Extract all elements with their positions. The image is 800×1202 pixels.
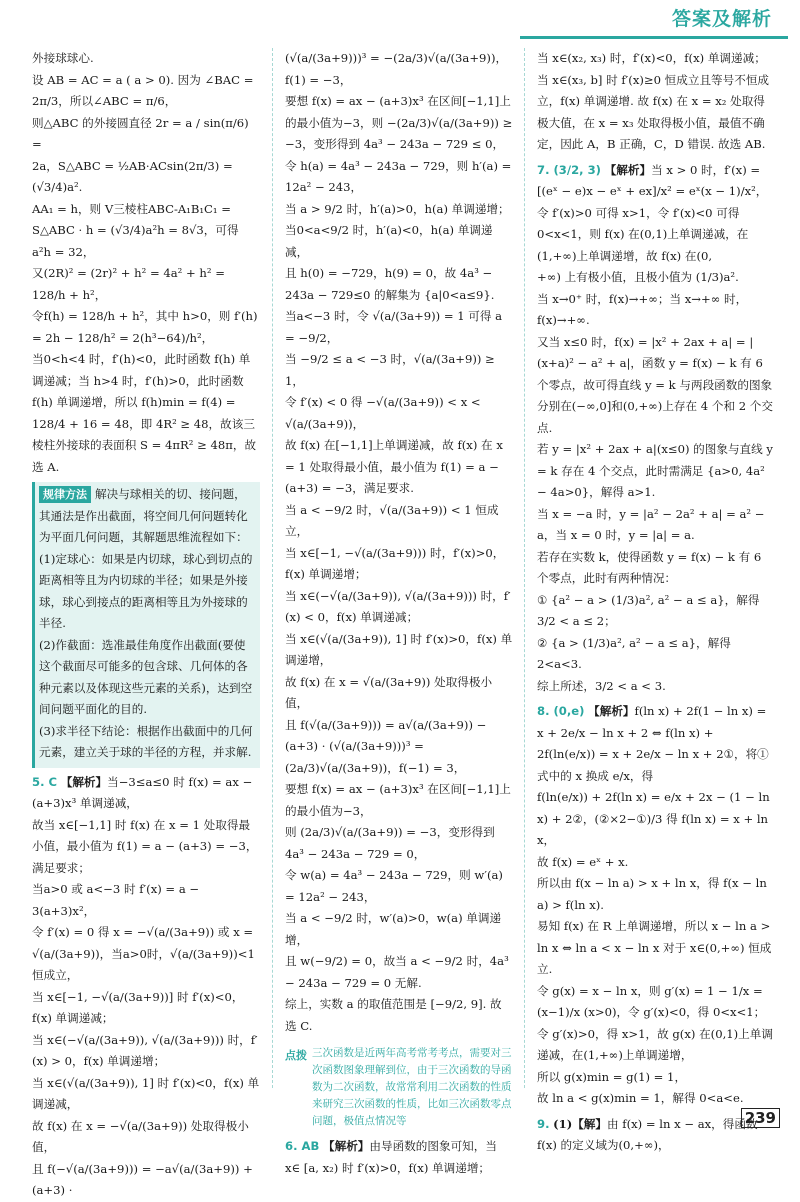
text-line: +∞) 上有极小值，且极小值为 (1/3)a². <box>537 270 739 284</box>
column-1 <box>32 48 260 1202</box>
text-line: 当 x∈(x₂, x₃) 时，f′(x)<0，f(x) 单调递减； <box>537 51 766 65</box>
text-line: (√(a/(3a+9)))³ = −(2a/3)√(a/(3a+9))，f(1) = −3， <box>285 51 508 87</box>
method-title: 规律方法 <box>39 486 91 503</box>
question-number: 6. AB <box>285 1139 320 1153</box>
text-line: 由 f(x) = ln x − ax，得函数 f(x) 的定义域为(0,+∞)， <box>537 1116 758 1152</box>
text-line: 故 f(x) 在 x = √(a/(3a+9)) 处取得极小值， <box>285 674 493 710</box>
text-line: f(ln x) + 2f(1 − ln x) = x + 2e/x − ln x + 2 ⇔ f(ln x) + 2f(ln(e/x)) = x + 2e/x − ln x + 2①，将①式中的 x 换成 e/x，得 <box>537 704 769 783</box>
text-line: 令 g(x) = x − ln x，则 g′(x) = 1 − 1/x = (x−1)/x (x>0)，令 g′(x)<0，得 0<x<1； <box>537 983 766 1019</box>
text-line: 若 y = |x² + 2ax + a|(x≤0) 的图象与直线 y = k 存在 4 个交点，此时需满足 {a>0, 4a² − 4a>0}，解得 a>1. <box>537 442 773 499</box>
page-number: 239 <box>741 1108 780 1128</box>
text-line: 令 f′(x) = 0 得 x = −√(a/(3a+9)) 或 x = √(a/(3a+9))，当a>0时，√(a/(3a+9))<1 恒成立， <box>32 925 255 982</box>
method-text: 解决与球相关的切、接问题，其通法是作出截面，将空间几何问题转化为平面几何问题，其解题思维流程如下： <box>39 487 248 544</box>
solution-tag: (1)【解】 <box>553 1116 607 1131</box>
text-line: 所以 g(x)min = g(1) = 1， <box>537 1069 687 1084</box>
text-line: 当 x > 0 时，f′(x) = [(eˣ − e)x − eˣ + ex]/x² = eˣ(x − 1)/x²， <box>537 162 768 198</box>
text-line: 要想 f(x) = ax − (a+3)x³ 在区间[−1,1]上的最小值为−3，则 −(2a/3)√(a/(3a+9)) ≥ −3，变形得到 4a³ − 243a − 729 ≤ 0，令 h(a) = 4a³ − 243a − 729，则 h′(a) = 12a² − 243， <box>285 94 513 194</box>
text-line: 要想 f(x) = ax − (a+3)x³ 在区间[−1,1]上的最小值为−3， <box>285 782 511 818</box>
text-line: 若存在实数 k，使得函数 y = f(x) − k 有 6 个零点，此时有两种情况： <box>537 549 762 585</box>
text-line: 当 a < −9/2 时，w′(a)>0，w(a) 单调递增， <box>285 911 502 947</box>
page-header <box>0 0 800 40</box>
text-line: 当 a < −9/2 时，√(a/(3a+9)) < 1 恒成立， <box>285 502 499 538</box>
analysis-tag: 【解析】 <box>604 162 652 177</box>
text-line: 令 f′(x)>0 可得 x>1，令 f′(x)<0 可得 0<x<1，则 f(x) 在(0,1)上单调递减，在(1,+∞)上单调递增，故 f(x) 在(0, <box>537 205 749 263</box>
text-line: 所以由 f(x − ln a) > x + ln x，得 f(x − ln a) > f(ln x). <box>537 876 767 912</box>
text-line: 当0<a<9/2 时，h′(a)<0，h(a) 单调递减， <box>285 223 493 259</box>
method-text: (3)求半径下结论：根据作出截面中的几何元素，建立关于球的半径的方程，并求解. <box>39 723 253 759</box>
tip-note <box>285 1045 513 1130</box>
text-line: 由导函数的图象可知，当 x∈ [a, x₂) 时 f′(x)>0，f(x) 单调递增； <box>285 1139 497 1175</box>
text-line: 当 x = −a 时，y = |a² − 2a² + a| = a² − a，当 x = 0 时，y = |a| = a. <box>537 506 765 542</box>
text-line: 综上所述，3/2 < a < 3. <box>537 678 666 693</box>
text-line: 2a，S△ABC = ½AB·ACsin(2π/3) = (√3/4)a². <box>32 158 233 194</box>
text-line: 令 g′(x)>0，得 x>1，故 g(x) 在(0,1)上单调递减，在(1,+∞)上单调递增， <box>537 1026 773 1062</box>
tip-tag: 点拨 <box>285 1049 307 1062</box>
text-line: 则 (2a/3)√(a/(3a+9)) = −3，变形得到 4a³ − 243a − 729 = 0， <box>285 825 495 861</box>
text-line: 又(2R)² = (2r)² + h² = 4a² + h² = 128/h + h²， <box>32 266 225 302</box>
analysis-tag: 【解析】 <box>60 774 108 789</box>
tip-text: 三次函数是近两年高考常考考点，需要对三次函数图象理解到位，由于三次函数的导函数为二次函数，故常常利用二次函数的性质来研究三次函数的性质，比如三次函数零点问题，极值点情况等 <box>312 1047 512 1127</box>
text-line: f(ln(e/x)) + 2f(ln x) = e/x + 2x − (1 − ln x) + 2②，(②×2−①)/3 得 f(ln x) = x + ln x， <box>537 790 770 847</box>
text-line: 故 ln a < g(x)min = 1，解得 0<a<e. <box>537 1091 744 1105</box>
text-line: 且 f(√(a/(3a+9))) = a√(a/(3a+9)) − (a+3) · (√(a/(3a+9)))³ = (2a/3)√(a/(3a+9))，f(−1) = 3， <box>285 717 487 775</box>
text-line: 令 w(a) = 4a³ − 243a − 729，则 w′(a) = 12a² − 243， <box>285 868 503 904</box>
text-line: 当 x∈(x₃, b] 时 f′(x)≥0 恒成立且等号不恒成立，f(x) 单调递增. 故 f(x) 在 x = x₂ 处取得极大值，在 x = x₃ 处取得极小值，最值不确定，因此 A，B 正确，C，D 错误. 故选 AB. <box>537 72 770 151</box>
text-line: ② {a > (1/3)a², a² − a ≤ a}，解得 2<a<3. <box>537 635 731 671</box>
text-line: 则△ABC 的外接圆直径 2r = a / sin(π/6) = <box>32 115 249 151</box>
analysis-tag: 【解析】 <box>588 704 635 718</box>
text-line: 故当 x∈[−1,1] 时 f(x) 在 x = 1 处取得最小值，最小值为 f(1) = a − (a+3) = −3，满足要求； <box>32 817 258 875</box>
column-2 <box>285 48 513 1179</box>
method-text: (2)作截面：选准最佳角度作出截面(要使这个截面尽可能多的包含球、几何体的各种元素以及体现这些元素的关系)，达到空间问题平面化的目的. <box>39 637 253 716</box>
analysis-tag: 【解析】 <box>323 1139 370 1153</box>
text-line: 当 a > 9/2 时，h′(a)>0，h(a) 单调递增； <box>285 201 510 216</box>
text-line: 故 f(x) 在[−1,1]上单调递减，故 f(x) 在 x = 1 处取得最小值，最小值为 f(1) = a − (a+3) = −3，满足要求. <box>285 438 503 495</box>
text-line: 当 x→0⁺ 时，f(x)→+∞；当 x→+∞ 时，f(x)→+∞. <box>537 291 748 327</box>
text-line: 当 x∈(√(a/(3a+9)), 1] 时 f′(x)<0，f(x) 单调递减， <box>32 1075 260 1111</box>
text-line: 设 AB = AC = a ( a > 0). 因为 ∠BAC = 2π/3，所以∠ABC = π/6， <box>32 72 254 108</box>
text-line: 令 f′(x) < 0 得 −√(a/(3a+9)) < x < √(a/(3a+9))， <box>285 395 481 431</box>
question-number: 5. C <box>32 774 58 789</box>
text-line: 又当 x≤0 时，f(x) = |x² + 2ax + a| = |(x+a)² − a² + a|，函数 y = f(x) − k 有 6 个零点，故可得直线 y = k 与两段函数的图象分别在(−∞,0]和(0,+∞)上存在 4 个和 2 个交点. <box>537 334 773 435</box>
column-divider <box>272 48 273 1088</box>
text-line: 当0<h<4 时，f′(h)<0，此时函数 f(h) 单调递减；当 h>4 时，f′(h)>0，此时函数 <box>32 352 251 388</box>
method-box <box>32 482 260 768</box>
text-line: 当a<−3 时，令 √(a/(3a+9)) = 1 可得 a = −9/2， <box>285 309 503 345</box>
header-rule <box>520 36 788 39</box>
text-line: 且 w(−9/2) = 0，故当 a < −9/2 时，4a³ − 243a − 729 = 0 无解. <box>285 954 509 990</box>
text-line: 当 x∈[−1, −√(a/(3a+9))) 时，f′(x)>0，f(x) 单调递增； <box>285 545 505 581</box>
header-title: 答案及解析 <box>671 8 772 30</box>
question-number: 8. (0,e) <box>537 704 585 718</box>
text-line: 故 f(x) 在 x = −√(a/(3a+9)) 处取得极小值， <box>32 1118 249 1154</box>
text-line: AA₁ = h，则 V三棱柱ABC-A₁B₁C₁ = S△ABC · h = (√3/4)a²h = 8√3，可得 a²h = 32， <box>32 201 239 259</box>
column-3 <box>537 48 773 1157</box>
column-divider <box>524 48 525 1088</box>
question-number: 9. <box>537 1116 550 1131</box>
text-line: 外接球球心. <box>32 51 94 65</box>
method-text: (1)定球心：如果是内切球，球心到切点的距离相等且为内切球的半径；如果是外接球，球心到接点的距离相等且为外接球的半径. <box>39 551 253 630</box>
text-line: ① {a² − a > (1/3)a², a² − a ≤ a}，解得 3/2 < a ≤ 2； <box>537 592 760 628</box>
text-line: 当 −9/2 ≤ a < −3 时，√(a/(3a+9)) ≥ 1， <box>285 352 495 388</box>
text-line: 综上，实数 a 的取值范围是 [−9/2, 9]. 故选 C. <box>285 997 502 1033</box>
text-line: 且 f(−√(a/(3a+9))) = −a√(a/(3a+9)) + (a+3) · <box>32 1161 253 1197</box>
text-line: 且 h(0) = −729，h(9) = 0，故 4a³ − 243a − 729≤0 的解集为 {a|0<a≤9}. <box>285 266 495 302</box>
text-line: 当 x∈[−1, −√(a/(3a+9))] 时 f′(x)<0，f(x) 单调递减； <box>32 989 244 1025</box>
question-number: 7. (3/2, 3) <box>537 162 601 177</box>
text-line: 易知 f(x) 在 R 上单调递增，所以 x − ln a > ln x ⇔ ln a < x − ln x 对于 x∈(0,+∞) 恒成立. <box>537 919 772 976</box>
text-line: 当 x∈(√(a/(3a+9)), 1] 时 f′(x)>0，f(x) 单调递增， <box>285 631 513 667</box>
text-line: 当−3≤a≤0 时 f(x) = ax − (a+3)x³ 单调递减， <box>32 774 253 810</box>
text-line: 当 x∈(−√(a/(3a+9)), √(a/(3a+9))) 时，f′(x) > 0，f(x) 单调递增； <box>32 1032 258 1068</box>
text-line: 当a>0 或 a<−3 时 f′(x) = a − 3(a+3)x²， <box>32 882 200 918</box>
text-line: 故 f(x) = eˣ + x. <box>537 854 629 869</box>
text-line: 令f(h) = 128/h + h²，其中 h>0，则 f′(h) = 2h − 128/h² = 2(h³−64)/h²， <box>32 309 258 345</box>
text-line: 当 x∈(−√(a/(3a+9)), √(a/(3a+9))) 时，f′(x) < 0，f(x) 单调递减； <box>285 588 511 624</box>
text-line: f(h) 单调递增，所以 f(h)min = f(4) = 128/4 + 16 = 48，即 4R² ≥ 48，故该三棱柱外接球的表面积 S = 4πR² ≥ 48π，故选 A. <box>32 395 257 474</box>
